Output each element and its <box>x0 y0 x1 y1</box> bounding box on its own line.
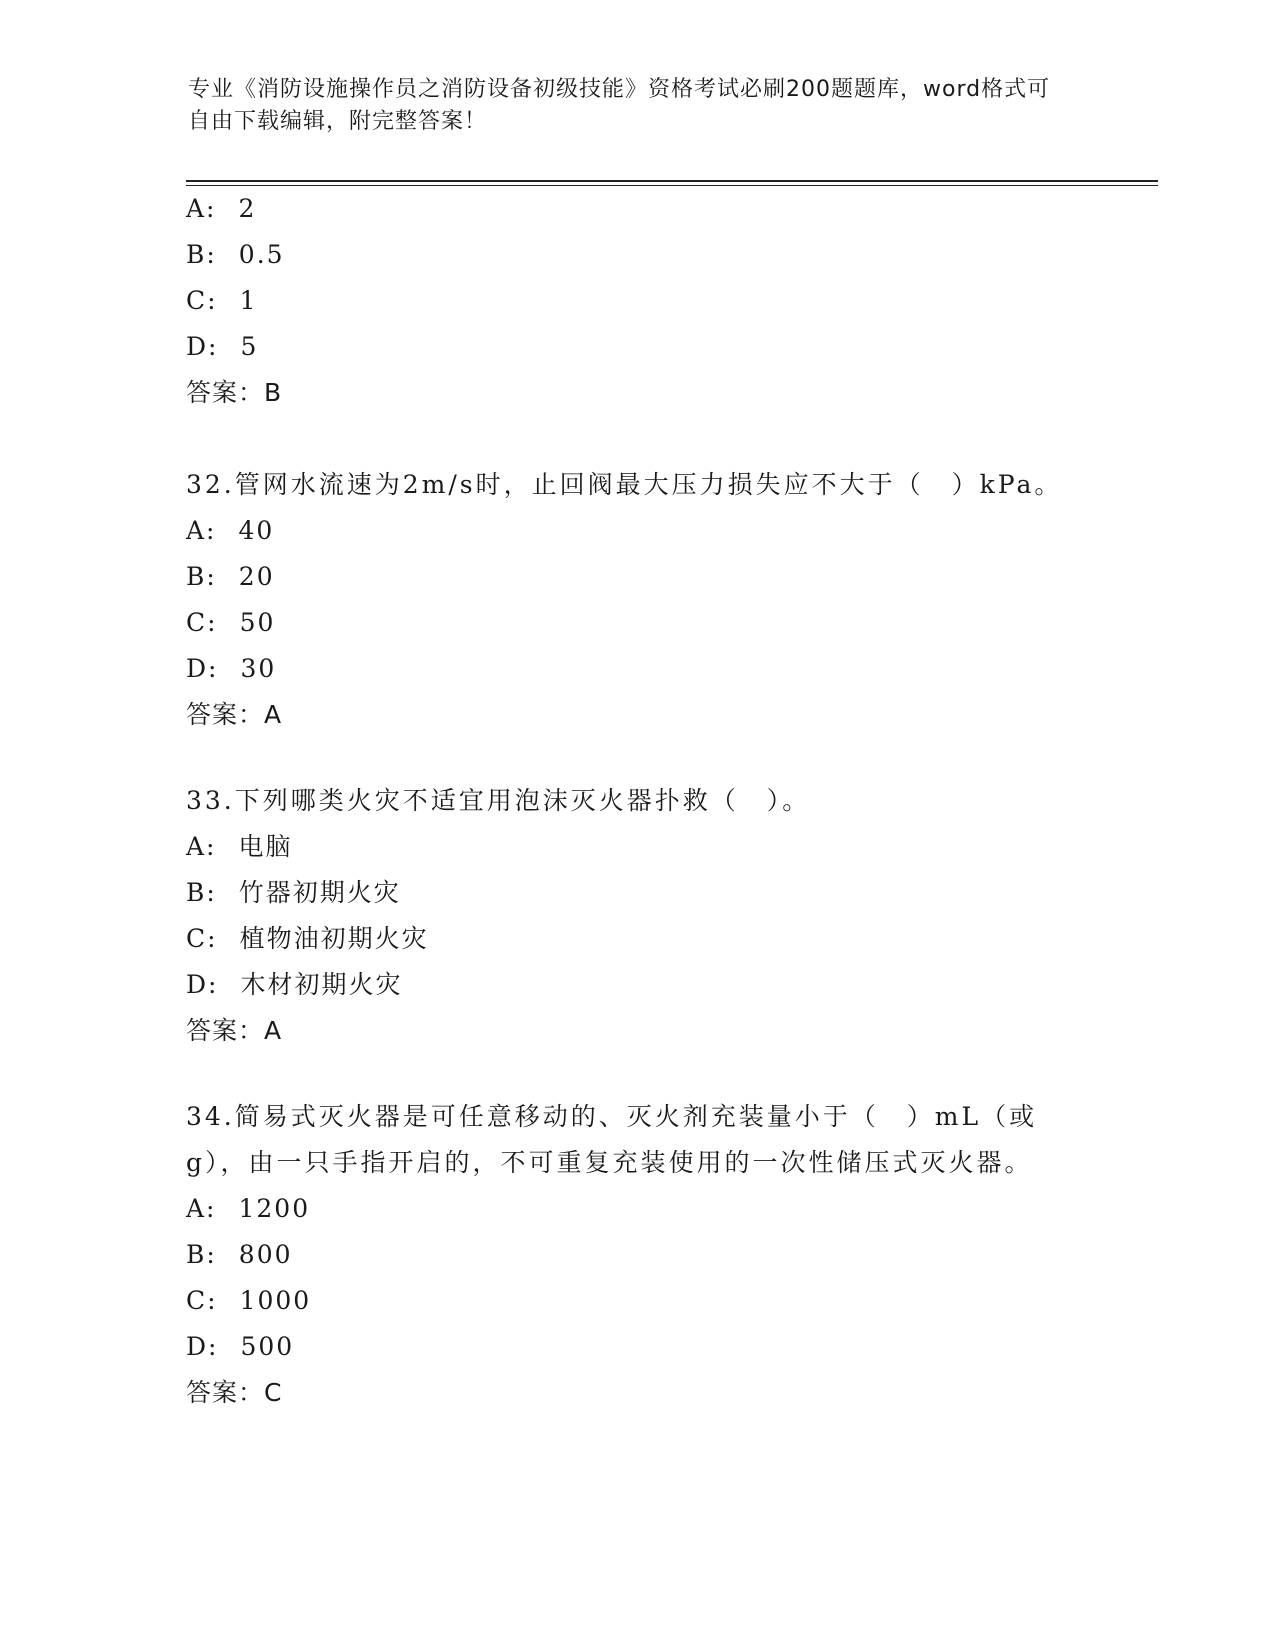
answer-line: 答案：A <box>186 700 283 729</box>
option-text: 40 <box>238 516 275 545</box>
option-c <box>186 600 1086 646</box>
option-letter: C: <box>186 286 218 315</box>
option-text: 30 <box>240 654 277 683</box>
option-letter: C: <box>186 924 218 953</box>
option-text: 竹器初期火灾 <box>238 878 401 907</box>
option-letter: B: <box>186 1240 217 1269</box>
option-b <box>186 1232 1086 1278</box>
option-text: 电脑 <box>238 832 293 861</box>
answer-line: 答案：B <box>186 378 283 407</box>
option-a <box>186 1186 1086 1232</box>
option-c <box>186 1278 1086 1324</box>
option-letter: A: <box>186 1194 217 1223</box>
option-letter: B: <box>186 240 217 269</box>
question-stem: 32.管网水流速为2m/s时，止回阀最大压力损失应不大于（ ）kPa。 <box>186 470 1063 499</box>
option-letter: D: <box>186 970 219 999</box>
question-stem: 34.简易式灭火器是可任意移动的、灭火剂充装量小于（ ）mL（或g），由一只手指开启的，不可重复充装使用的一次性储压式灭火器。 <box>186 1102 1038 1177</box>
header-rule-thick <box>186 180 1158 182</box>
option-c <box>186 278 1086 324</box>
option-letter: B: <box>186 562 217 591</box>
option-text: 20 <box>238 562 275 591</box>
option-d <box>186 962 1086 1008</box>
option-text: 1000 <box>239 1286 312 1315</box>
option-text: 2 <box>238 194 257 223</box>
option-text: 植物油初期火灾 <box>239 924 429 953</box>
option-text: 800 <box>238 1240 293 1269</box>
option-a <box>186 186 1086 232</box>
answer-line: 答案：C <box>186 1378 283 1407</box>
option-letter: C: <box>186 1286 218 1315</box>
question-32-block <box>186 462 1086 738</box>
option-d <box>186 324 1086 370</box>
option-letter: D: <box>186 654 219 683</box>
option-b <box>186 554 1086 600</box>
option-letter: A: <box>186 832 217 861</box>
question-33-block <box>186 778 1086 1054</box>
question-stem: 33.下列哪类火灾不适宜用泡沫灭火器扑救（ ）。 <box>186 786 811 815</box>
option-text: 0.5 <box>238 240 285 269</box>
option-c <box>186 916 1086 962</box>
option-letter: D: <box>186 332 219 361</box>
question-31-block <box>186 186 1086 416</box>
answer-line: 答案：A <box>186 1016 283 1045</box>
option-text: 1200 <box>238 1194 311 1223</box>
option-text: 木材初期火灾 <box>240 970 403 999</box>
option-letter: A: <box>186 516 217 545</box>
option-d <box>186 646 1086 692</box>
option-text: 1 <box>239 286 258 315</box>
question-34-block <box>186 1094 1086 1416</box>
option-b <box>186 870 1086 916</box>
document-header: 专业《消防设施操作员之消防设备初级技能》资格考试必刷200题题库，word格式可自由下载编辑，附完整答案！ <box>188 77 1051 134</box>
option-text: 50 <box>239 608 276 637</box>
option-text: 5 <box>240 332 259 361</box>
option-a <box>186 824 1086 870</box>
option-letter: B: <box>186 878 217 907</box>
option-text: 500 <box>240 1332 295 1361</box>
option-a <box>186 508 1086 554</box>
option-letter: C: <box>186 608 218 637</box>
option-letter: A: <box>186 194 217 223</box>
option-letter: D: <box>186 1332 219 1361</box>
option-b <box>186 232 1086 278</box>
option-d <box>186 1324 1086 1370</box>
